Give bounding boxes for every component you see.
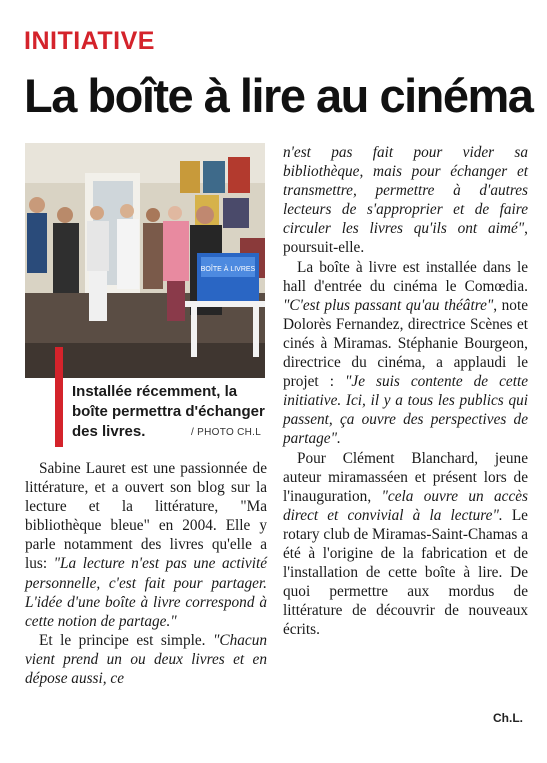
paragraph-text: Pour Clément Blanchard, jeune auteur miramasséen et présent lors de l'inauguration,: [283, 449, 528, 505]
article-photo: [25, 143, 265, 378]
paragraph-3: [283, 258, 528, 449]
article-column-right: [283, 143, 528, 639]
caption-accent-bar: [55, 347, 63, 447]
paragraph-text: Et le principe est simple.: [39, 631, 213, 649]
photo-caption: Installée récemment, la boîte permettra d'échanger des livres.: [72, 383, 265, 440]
paragraph-2: [25, 631, 267, 688]
article-column-left: [25, 459, 267, 688]
quote-text: "La lecture n'est pas une activité personnelle, c'est fait pour partager. L'idée d'une boîte à livre correspond à cette notion de partage.": [25, 555, 267, 630]
paragraph-text: , note Dolorès Fernandez, directrice Scènes et cinés à Miramas. Stéphanie Bourgeon, directrice du cinéma, a applaudi le projet :: [283, 296, 528, 391]
paragraph-text: La boîte à livre est installée dans le hall d'entrée du cinéma le Comœdia.: [283, 258, 528, 295]
quote-text: "C'est plus passant qu'au théâtre": [283, 296, 494, 314]
quote-text: "Chacun vient prend un ou deux livres et en dépose aussi, ce: [25, 631, 267, 688]
paragraph-text: , poursuit-elle.: [283, 220, 528, 257]
paragraph-continued: [283, 143, 528, 258]
quote-text: n'est pas fait pour vider sa bibliothèque, mais pour échanger et transmettre, permettre à d'autres lecteurs de s'approprier et de faire circuler les livres qu'ils ont aimé": [283, 144, 528, 238]
paragraph-text: Sabine Lauret est une passionnée de littérature, et a ouvert son blog sur la lecture et la littérature, "Ma bibliothèque bleue" en 2004. Elle y parle notamment des livres qu'elle a lus:: [25, 460, 267, 573]
paragraph-text: Le rotary club de Miramas-Saint-Chamas a été à l'origine de la fabrication et de l'installation de cette boîte à lire. De quoi permettre aux mordus de littérature de découvrir de nouveaux écrits.: [283, 506, 528, 639]
quote-text: "Je suis contente de cette initiative. Ici, il y a tous les publics qui passent, ça ouvre des perspectives de partage".: [283, 373, 528, 448]
quote-text: "cela ouvre un accès direct et convivial à la lecture".: [283, 487, 528, 524]
section-kicker: INITIATIVE: [24, 27, 155, 55]
paragraph-1: [25, 459, 267, 631]
photo-credit: / PHOTO CH.L: [191, 427, 262, 438]
book-box-label: BOÎTE À LIVRES: [200, 266, 256, 273]
author-signature: Ch.L.: [493, 711, 523, 725]
paragraph-4: [283, 449, 528, 640]
article-headline: La boîte à lire au cinéma: [24, 69, 533, 122]
